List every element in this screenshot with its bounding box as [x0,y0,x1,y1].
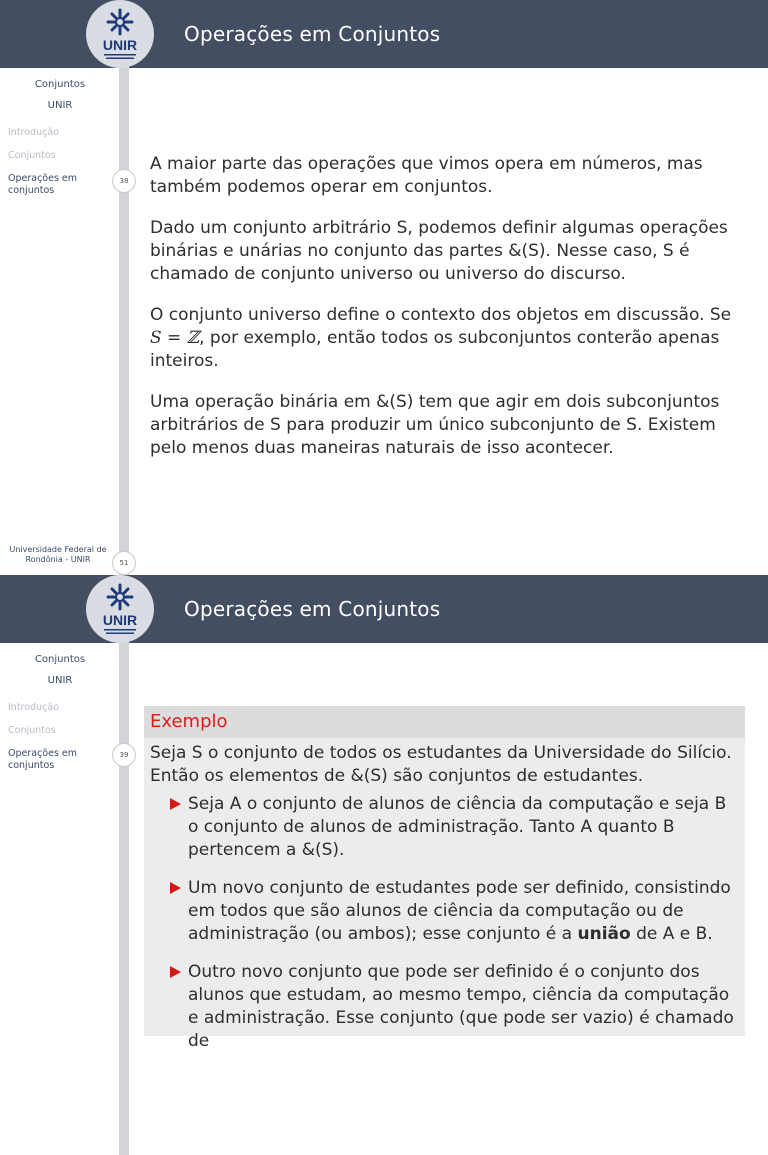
triangle-bullet-icon [170,882,181,894]
paragraph-2: Dado um conjunto arbitrário S, podemos definir algumas operações binárias e unárias no conjunto das partes &(S). Nesse caso, S é chamado de conjunto universo ou universo do discurso. [150,218,728,284]
sidebar-title[interactable]: Conjuntos [34,79,86,90]
paragraph-1: A maior parte das operações que vimos opera em números, mas também podemos operar em conjuntos. [150,154,703,197]
sidebar-item-operacoes[interactable]: Operações em conjuntos [8,748,78,771]
example-block-body [144,738,745,1053]
slide-title: Operações em Conjuntos [184,597,441,621]
slide-39 [0,575,768,1051]
bullet-text: Outro novo conjunto que pode ser definido é o conjunto dos alunos que estudam, ao mesmo tempo, ciência da computação e administração. Esse conjunto (que pode ser vazio) é chamado de [188,962,734,1051]
triangle-bullet-icon [170,966,181,978]
sidebar-item-introducao[interactable]: Introdução [8,702,59,713]
timeline-bar [119,635,129,1155]
sidebar-nav [0,127,118,197]
triangle-bullet-icon [170,798,181,810]
bullet-text-end: de A e B. [636,924,713,944]
slide-number-badge: 39 [112,743,136,767]
bullet-bold-term: união [577,924,631,944]
math-s-equals-z: S = ℤ [150,328,200,348]
sidebar [0,653,118,783]
list-item [164,961,739,1053]
example-block-title: Exemplo [144,706,745,738]
paragraph-3-start: O conjunto universo define o contexto dos objetos em discussão. Se [150,305,732,325]
slide-number-badge: 38 [112,169,136,193]
sidebar-item-conjuntos[interactable]: Conjuntos [8,150,56,161]
list-item [164,877,739,946]
logo-text: UNIR [102,37,138,53]
slide-title: Operações em Conjuntos [184,22,441,46]
sidebar-item-operacoes[interactable]: Operações em conjuntos [8,173,78,196]
sidebar-subtitle: UNIR [47,675,73,686]
paragraph-3-end: , por exemplo, então todos os subconjuntos conterão apenas inteiros. [150,328,720,371]
footer-institution: Universidade Federal de Rondônia - UNIR [9,545,107,564]
sidebar-title[interactable]: Conjuntos [34,654,86,665]
sidebar-nav [0,702,118,772]
sidebar-item-conjuntos[interactable]: Conjuntos [8,725,56,736]
sidebar [0,78,118,208]
slide-38 [0,0,768,575]
paragraph-3 [150,304,740,373]
example-block [144,706,745,1051]
unir-logo-icon [86,0,154,72]
list-item [164,793,739,862]
sidebar-item-introducao[interactable]: Introdução [8,127,59,138]
paragraph-4: Uma operação binária em &(S) tem que agir em dois subconjuntos arbitrários de S para produzir um único subconjunto de S. Existem pelo menos duas maneiras naturais de isso acontecer. [150,392,720,458]
total-pages-badge: 51 [112,551,136,575]
example-bullet-list [150,793,739,1053]
example-intro: Seja S o conjunto de todos os estudantes da Universidade do Silício. Então os elementos de &(S) são conjuntos de estudantes. [150,743,732,786]
slide-content [150,153,740,478]
sidebar-subtitle: UNIR [47,100,73,111]
timeline-bar [119,60,129,580]
logo-text: UNIR [102,612,138,628]
bullet-text: Seja A o conjunto de alunos de ciência da computação e seja B o conjunto de alunos de administração. Tanto A quanto B pertencem a &(S). [188,794,727,860]
unir-logo-icon [86,575,154,647]
bullet-text: Um novo conjunto de estudantes pode ser definido, consistindo em todos que são alunos de ciência da computação ou de administração (ou ambos); esse conjunto é a [188,878,731,944]
